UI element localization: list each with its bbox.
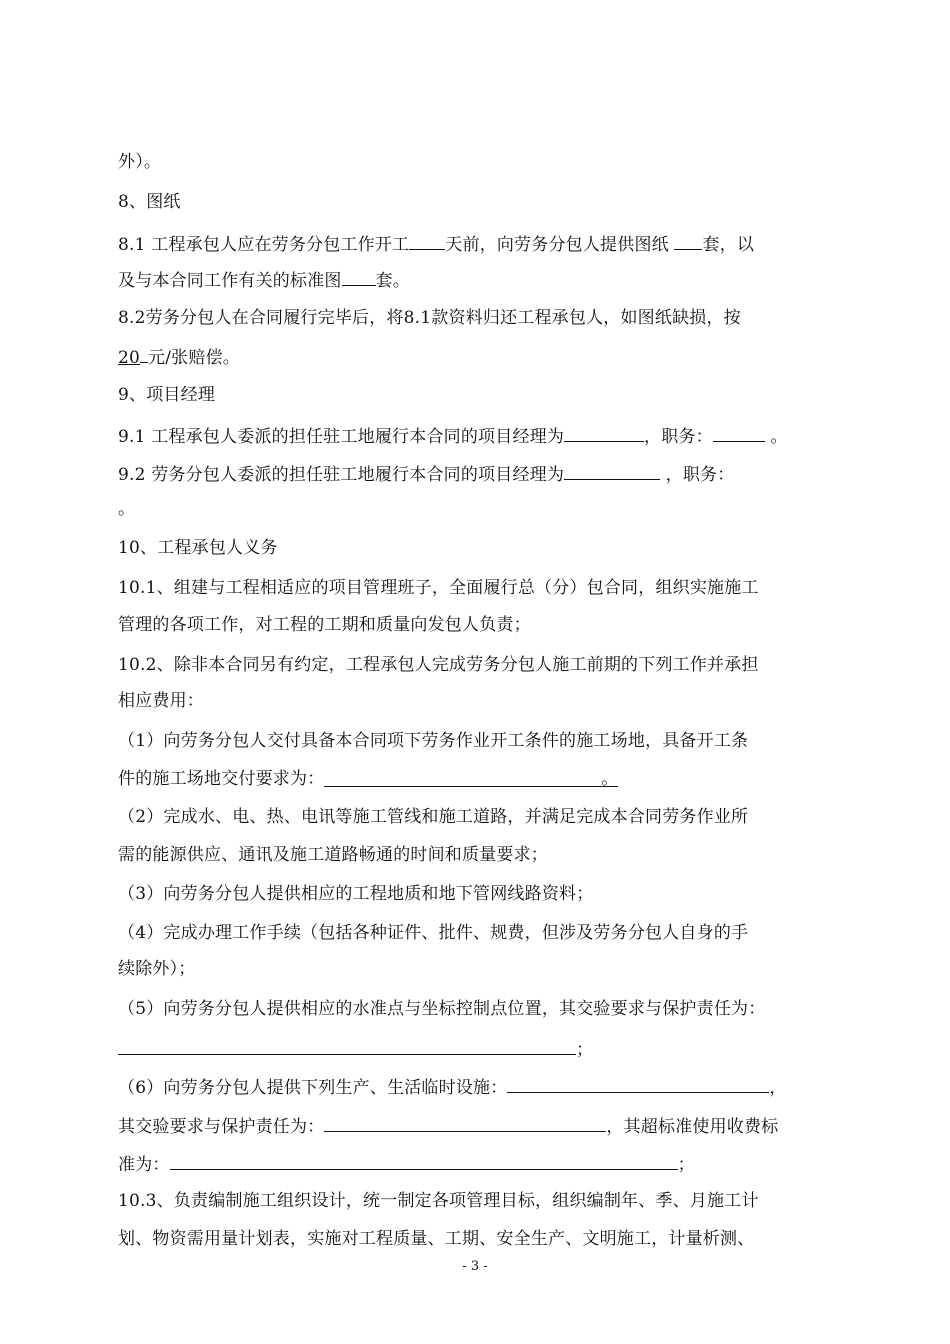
text: ； <box>677 1155 695 1175</box>
blank-field <box>409 231 445 250</box>
blank-field <box>140 344 148 363</box>
blank-field <box>324 768 618 787</box>
text: 管理的各项工作，对工程的工期和质量向发包人负责； <box>118 615 531 635</box>
text-line <box>118 267 838 292</box>
text-line <box>118 844 838 866</box>
text: ，其超标准使用收费标 <box>606 1117 779 1137</box>
text: （5）向劳务分包人提供相应的水准点与坐标控制点位置，其交验要求与保护责任为： <box>118 999 766 1019</box>
item-1 <box>118 730 838 752</box>
text: 外）。 <box>118 152 162 172</box>
text-line <box>118 1113 838 1138</box>
text: 。 <box>118 499 136 519</box>
text: 续除外）； <box>118 959 196 979</box>
item-6 <box>118 1074 838 1099</box>
text: ，职务： <box>660 465 735 485</box>
text-line <box>118 768 838 790</box>
text: （6）向劳务分包人提供下列生产、生活临时设施： <box>118 1078 508 1098</box>
text: 10.2、除非本合同另有约定，工程承包人完成劳务分包人施工前期的下列工作并承担 <box>118 655 759 675</box>
text: 天前，向劳务分包人提供图纸 <box>445 235 675 255</box>
text: （4）完成办理工作手续（包括各种证件、批件、规费，但涉及劳务分包人自身的手 <box>118 923 749 943</box>
section-heading-8 <box>118 191 838 213</box>
text: 9、项目经理 <box>118 385 216 405</box>
text: 划、物资需用量计划表，实施对工程质量、工期、安全生产、文明施工，计量析测、 <box>118 1229 755 1249</box>
text: 元/张赔偿。 <box>148 348 240 368</box>
clause-10-2 <box>118 654 838 676</box>
text: 准为： <box>118 1155 170 1175</box>
text: 10、工程承包人义务 <box>118 538 278 558</box>
item-2 <box>118 806 838 828</box>
text-line <box>118 344 838 369</box>
text: 。 <box>764 427 788 447</box>
blank-field <box>674 231 702 250</box>
clause-9-2 <box>118 461 838 486</box>
text-line <box>118 1036 838 1061</box>
text-line <box>118 1228 838 1250</box>
blank-field <box>564 461 660 480</box>
text-line <box>118 958 838 980</box>
text: 需的能源供应、通讯及施工道路畅通的时间和质量要求； <box>118 845 548 865</box>
blank-field <box>713 423 765 442</box>
text-line <box>118 614 838 636</box>
clause-8-2 <box>118 307 838 329</box>
blank-field <box>342 267 376 286</box>
text: 。 <box>601 769 619 789</box>
item-4 <box>118 922 838 944</box>
clause-10-3 <box>118 1190 838 1212</box>
text: 10.1、组建与工程相适应的项目管理班子，全面履行总（分）包合同，组织实施施工 <box>118 578 759 598</box>
clause-9-1 <box>118 423 838 448</box>
text: （3）向劳务分包人提供相应的工程地质和地下管网线路资料； <box>118 884 594 904</box>
section-heading-9 <box>118 384 838 406</box>
blank-field <box>170 1151 678 1170</box>
clause-8-1 <box>118 231 838 256</box>
text: （1）向劳务分包人交付具备本合同项下劳务作业开工条件的施工场地，具备开工条 <box>118 731 749 751</box>
text: 及与本合同工作有关的标准图 <box>118 271 342 291</box>
text: 8.2劳务分包人在合同履行完毕后，将8.1款资料归还工程承包人，如图纸缺损，按 <box>118 308 741 328</box>
text: 套，以 <box>702 235 755 255</box>
section-heading-10 <box>118 537 838 559</box>
item-5 <box>118 998 838 1020</box>
text-line <box>118 498 838 520</box>
clause-10-1 <box>118 577 838 599</box>
text: （2）完成水、电、热、电讯等施工管线和施工道路，并满足完成本合同劳务作业所 <box>118 807 749 827</box>
text: 9.1 工程承包人委派的担任驻工地履行本合同的项目经理为 <box>118 427 565 447</box>
text: 10.3、负责编制施工组织设计，统一制定各项管理目标，组织编制年、季、月施工计 <box>118 1191 759 1211</box>
blank-field <box>507 1074 769 1093</box>
item-3 <box>118 883 838 905</box>
text-line <box>118 151 838 173</box>
text: ； <box>576 1040 594 1060</box>
text: 相应费用： <box>118 691 204 711</box>
text: 8.1 工程承包人应在劳务分包工作开工 <box>118 235 410 255</box>
text: 套。 <box>375 271 411 291</box>
blank-field <box>118 1036 576 1055</box>
filled-value: 20 <box>118 348 141 368</box>
text: ，职务： <box>644 427 713 447</box>
text-line <box>118 1151 838 1176</box>
text-line <box>118 690 838 712</box>
page-number: - 3 - <box>462 1259 488 1274</box>
text: ， <box>769 1078 787 1098</box>
text: 件的施工场地交付要求为： <box>118 769 325 789</box>
text: 9.2 劳务分包人委派的担任驻工地履行本合同的项目经理为 <box>118 465 565 485</box>
blank-field <box>564 423 644 442</box>
text: 8、图纸 <box>118 192 181 212</box>
text: 其交验要求与保护责任为： <box>118 1117 325 1137</box>
blank-field <box>324 1113 606 1132</box>
